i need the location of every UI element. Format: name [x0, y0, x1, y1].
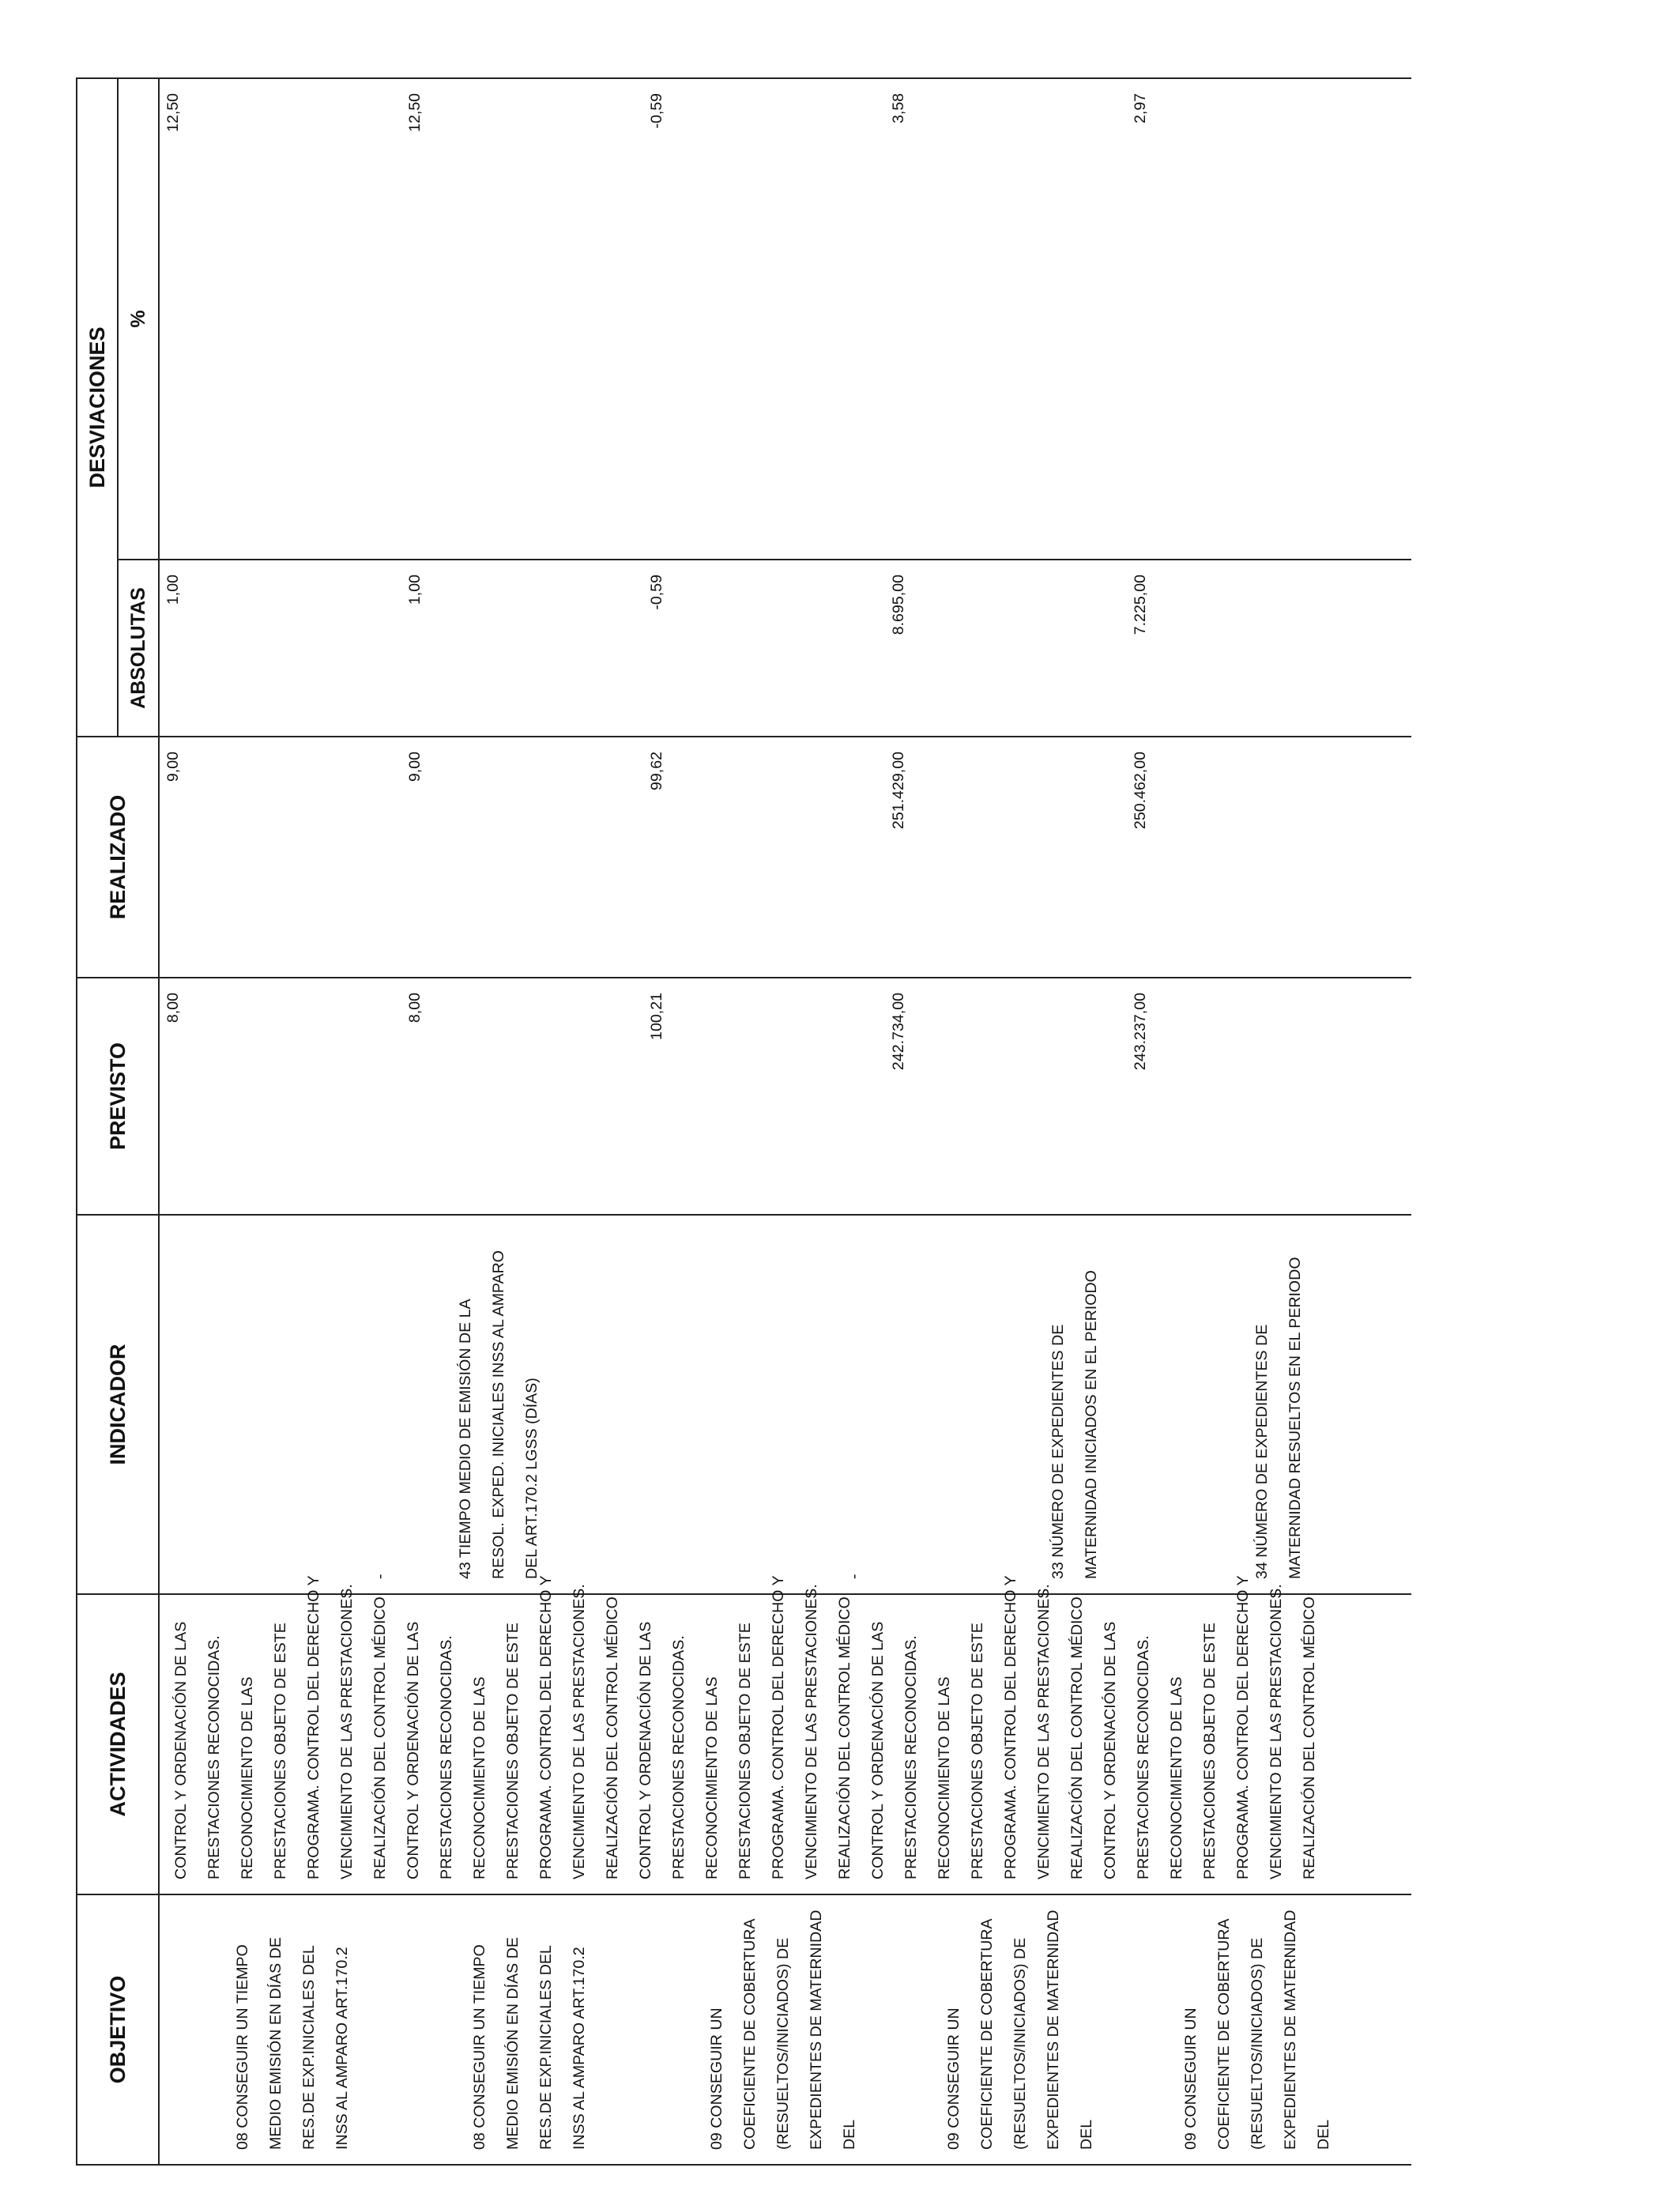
- actividades-line: PROGRAMA. CONTROL DEL DERECHO Y: [305, 1575, 322, 1879]
- actividades-line: VENCIMIENTO DE LAS PRESTACIONES.: [338, 1584, 356, 1879]
- absolutas-cell: 8.695,00: [890, 575, 907, 635]
- actividades-line: RECONOCIMIENTO DE LAS: [936, 1676, 953, 1879]
- actividades-line: PROGRAMA. CONTROL DEL DERECHO Y: [770, 1575, 787, 1879]
- realizado-cell: 9,00: [406, 752, 424, 782]
- header-absolutas: ABSOLUTAS: [118, 560, 159, 737]
- actividades-line: CONTROL Y ORDENACIÓN DE LAS: [172, 1621, 190, 1879]
- absolutas-column: [159, 560, 1411, 737]
- actividades-line: PRESTACIONES RECONOCIDAS.: [1135, 1635, 1152, 1879]
- actividades-line: PRESTACIONES OBJETO DE ESTE: [1201, 1623, 1219, 1879]
- realizado-cell: 251.429,00: [890, 752, 907, 830]
- indicador-block: [1108, 1216, 1345, 1593]
- porcentaje-cell: -0,59: [648, 92, 665, 129]
- absolutas-cell: 1,00: [406, 575, 424, 605]
- indicador-column: [159, 1215, 1411, 1594]
- porcentaje-cell: 12,50: [406, 92, 424, 133]
- realizado-cell: 9,00: [164, 752, 182, 782]
- indicador-cell: -: [371, 1574, 389, 1579]
- actividades-line: REALIZACIÓN DEL CONTROL MÉDICO: [836, 1596, 853, 1879]
- previsto-cell: 242.734,00: [890, 993, 907, 1071]
- actividades-column: [159, 1575, 1411, 1894]
- actividades-line: VENCIMIENTO DE LAS PRESTACIONES.: [803, 1584, 820, 1879]
- realizado-cell: 99,62: [648, 752, 665, 791]
- actividades-line: RECONOCIMIENTO DE LAS: [239, 1676, 256, 1879]
- previsto-cell: 8,00: [164, 993, 182, 1023]
- indicador-block: [160, 1216, 397, 1593]
- actividades-line: PRESTACIONES OBJETO DE ESTE: [969, 1623, 986, 1879]
- previsto-cell: 243.237,00: [1132, 993, 1149, 1071]
- objetivo-cell: 09 CONSEGUIR UN COEFICIENTE DE COBERTURA (RESUELTOS/INICIADOS) DE EXPEDIENTES DE MATERNIDAD DEL: [945, 1909, 1095, 2150]
- header-realizado: REALIZADO: [77, 737, 159, 978]
- actividades-line: PRESTACIONES RECONOCIDAS.: [670, 1635, 687, 1879]
- actividades-line: RECONOCIMIENTO DE LAS: [471, 1676, 488, 1879]
- header-porcentaje: %: [118, 78, 159, 560]
- actividades-line: VENCIMIENTO DE LAS PRESTACIONES.: [1035, 1584, 1053, 1879]
- absolutas-cell: -0,59: [648, 575, 665, 610]
- actividades-line: REALIZACIÓN DEL CONTROL MÉDICO: [371, 1596, 389, 1879]
- header-objetivo: OBJETIVO: [77, 1894, 159, 2165]
- header-desviaciones: DESVIACIONES: [77, 78, 118, 737]
- indicators-table: [76, 77, 1411, 2166]
- objetivo-cell: 08 CONSEGUIR UN TIEMPO MEDIO EMISIÓN EN DÍAS DE RES.DE EXP.INICIALES DEL INSS AL AMPARO ART.170.2: [234, 1937, 351, 2150]
- realizado-column: [159, 737, 1411, 978]
- absolutas-cell: 7.225,00: [1132, 575, 1149, 635]
- porcentaje-column: [159, 78, 1411, 560]
- actividades-line: CONTROL Y ORDENACIÓN DE LAS: [1102, 1621, 1119, 1879]
- header-indicador: INDICADOR: [77, 1215, 159, 1594]
- porcentaje-cell: 3,58: [890, 92, 907, 124]
- objetivo-cell: 09 CONSEGUIR UN COEFICIENTE DE COBERTURA (RESUELTOS/INICIADOS) DE EXPEDIENTES DE MATERNIDAD DEL: [708, 1909, 858, 2150]
- actividades-list: [160, 1575, 1326, 1894]
- actividades-line: VENCIMIENTO DE LAS PRESTACIONES.: [571, 1584, 588, 1879]
- actividades-line: PROGRAMA. CONTROL DEL DERECHO Y: [1234, 1575, 1252, 1879]
- actividades-line: REALIZACIÓN DEL CONTROL MÉDICO: [604, 1596, 621, 1879]
- indicador-block: [397, 1216, 634, 1593]
- indicador-cell: 43 TIEMPO MEDIO DE EMISIÓN DE LA RESOL. EXPED. INICIALES INSS AL AMPARO DEL ART.170.2 LGSS (DÍAS): [457, 1250, 541, 1579]
- actividades-line: PRESTACIONES OBJETO DE ESTE: [504, 1623, 522, 1879]
- actividades-line: PROGRAMA. CONTROL DEL DERECHO Y: [537, 1575, 555, 1879]
- indicador-block: [871, 1216, 1108, 1593]
- realizado-cell: 250.462,00: [1132, 752, 1149, 830]
- indicador-cell: 34 NÚMERO DE EXPEDIENTES DE MATERNIDAD RESUELTOS EN EL PERIODO: [1253, 1257, 1304, 1579]
- indicador-cell: 33 NÚMERO DE EXPEDIENTES DE MATERNIDAD INICIADOS EN EL PERIODO: [1049, 1270, 1100, 1579]
- absolutas-cell: 1,00: [164, 575, 182, 605]
- porcentaje-cell: 12,50: [164, 92, 182, 133]
- actividades-line: RECONOCIMIENTO DE LAS: [1168, 1676, 1185, 1879]
- actividades-line: REALIZACIÓN DEL CONTROL MÉDICO: [1301, 1596, 1318, 1879]
- previsto-cell: 100,21: [648, 993, 665, 1040]
- actividades-line: REALIZACIÓN DEL CONTROL MÉDICO: [1068, 1596, 1086, 1879]
- indicador-block: [634, 1216, 871, 1593]
- objetivo-cell: 09 CONSEGUIR UN COEFICIENTE DE COBERTURA (RESUELTOS/INICIADOS) DE EXPEDIENTES DE MATERNIDAD DEL: [1182, 1909, 1332, 2150]
- actividades-line: CONTROL Y ORDENACIÓN DE LAS: [405, 1621, 422, 1879]
- porcentaje-cell: 2,97: [1132, 92, 1149, 124]
- objetivo-cell: 08 CONSEGUIR UN TIEMPO MEDIO EMISIÓN EN DÍAS DE RES.DE EXP.INICIALES DEL INSS AL AMPARO ART.170.2: [471, 1937, 588, 2150]
- actividades-line: PRESTACIONES RECONOCIDAS.: [438, 1635, 455, 1879]
- actividades-line: PRESTACIONES OBJETO DE ESTE: [272, 1623, 289, 1879]
- objetivo-column: [159, 1894, 1411, 2165]
- actividades-line: PRESTACIONES OBJETO DE ESTE: [736, 1623, 754, 1879]
- actividades-line: RECONOCIMIENTO DE LAS: [703, 1676, 721, 1879]
- rotated-table-container: [76, 79, 1351, 2166]
- actividades-line: CONTROL Y ORDENACIÓN DE LAS: [637, 1621, 654, 1879]
- indicador-cell: -: [846, 1574, 863, 1579]
- actividades-line: PRESTACIONES RECONOCIDAS.: [205, 1635, 223, 1879]
- actividades-line: PRESTACIONES RECONOCIDAS.: [902, 1635, 920, 1879]
- previsto-cell: 8,00: [406, 993, 424, 1023]
- actividades-line: PROGRAMA. CONTROL DEL DERECHO Y: [1002, 1575, 1019, 1879]
- actividades-line: CONTROL Y ORDENACIÓN DE LAS: [869, 1621, 887, 1879]
- actividades-line: VENCIMIENTO DE LAS PRESTACIONES.: [1268, 1584, 1285, 1879]
- header-actividades: ACTIVIDADES: [77, 1594, 159, 1894]
- header-previsto: PREVISTO: [77, 978, 159, 1215]
- previsto-column: [159, 978, 1411, 1215]
